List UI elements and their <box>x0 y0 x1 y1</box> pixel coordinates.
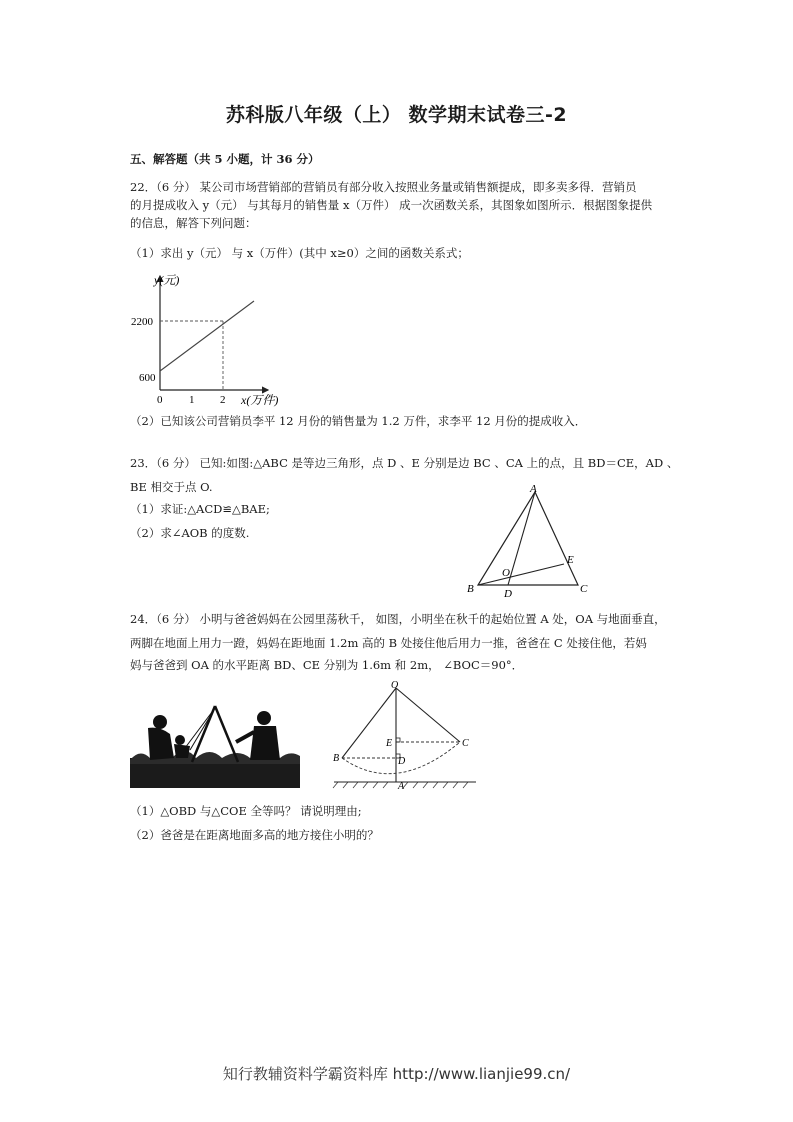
function-line <box>160 301 254 371</box>
segment-ad <box>508 492 535 585</box>
label-o: O <box>391 680 399 691</box>
y-tick-2200: 2200 <box>131 316 153 328</box>
x-axis-label: x(万件) <box>241 393 279 407</box>
label-c: C <box>462 738 469 749</box>
x-tick-2: 2 <box>220 394 226 406</box>
label-b: B <box>467 583 474 595</box>
y-tick-600: 600 <box>139 372 156 384</box>
page-title: 苏科版八年级（上） 数学期末试卷三-2 <box>225 104 568 126</box>
q23-triangle-figure <box>460 480 600 598</box>
label-c: C <box>580 583 588 595</box>
q23-line-2: BE 相交于点 O. <box>130 480 213 494</box>
label-o: O <box>502 567 510 579</box>
q24-sub2: （2）爸爸是在距离地面多高的地方接住小明的？ <box>130 828 379 842</box>
label-a: A <box>530 483 537 495</box>
section-heading: 五、解答题（共 5 小题，计 36 分） <box>130 152 320 166</box>
x-tick-0: 0 <box>157 394 163 406</box>
q24-line-2: 两脚在地面上用力一蹬，妈妈在距地面 1.2m 高的 B 处接住他后用力一推，爸爸在 C 处接住他，若妈 <box>130 636 647 650</box>
label-d: D <box>398 756 406 767</box>
triangle-abc <box>478 492 578 585</box>
q22-sub2: （2）已知该公司营销员李平 12 月份的销售量为 1.2 万件，求李平 12 月份的提成收入． <box>130 414 587 428</box>
q24-line-3: 妈与爸爸到 OA 的水平距离 BD、CE 分别为 1.6m 和 2m， ∠BOC＝90°． <box>130 658 524 672</box>
label-e: E <box>386 738 393 749</box>
q23-sub1: （1）求证:△ACD≌△BAE; <box>130 502 270 516</box>
q24-line-1: 24．（6 分） 小明与爸爸妈妈在公园里荡秋千， 如图，小明坐在秋千的起始位置 A 处，OA 与地面垂直， <box>130 612 666 626</box>
label-a: A <box>398 781 405 790</box>
footer-watermark: 知行教辅资料学霸资料库 http://www.lianjie99.cn/ <box>222 1065 571 1083</box>
y-axis-label: y(元) <box>154 273 180 287</box>
q24-sub1: （1）△OBD 与△COE 全等吗？ 请说明理由; <box>130 804 362 818</box>
q22-sub1: （1）求出 y（元） 与 x（万件）(其中 x≥0）之间的函数关系式； <box>130 246 469 260</box>
segment-be <box>478 564 564 585</box>
segment-oc <box>396 688 460 742</box>
q23-line-1: 23．（6 分） 已知:如图:△ABC 是等边三角形，点 D 、E 分别是边 BC 、CA 上的点，且 BD＝CE，AD 、 <box>130 456 679 470</box>
q24-swing-diagram <box>330 678 480 790</box>
swing-photo <box>130 700 300 788</box>
q22-graph <box>128 268 298 408</box>
q22-line-1: 22．（6 分） 某公司市场营销部的营销员有部分收入按照业务量或销售额提成，即多卖多得．营销员 <box>130 180 637 194</box>
label-d: D <box>504 588 512 598</box>
q22-line-3: 的信息，解答下列问题： <box>130 216 257 230</box>
x-tick-1: 1 <box>189 394 195 406</box>
q23-sub2: （2）求∠AOB 的度数. <box>130 526 250 540</box>
label-e: E <box>567 554 574 566</box>
q22-line-2: 的月提成收入 y（元） 与其每月的销售量 x（万件） 成一次函数关系，其图象如图所示．根据图象提供 <box>130 198 653 212</box>
label-b: B <box>333 753 340 764</box>
